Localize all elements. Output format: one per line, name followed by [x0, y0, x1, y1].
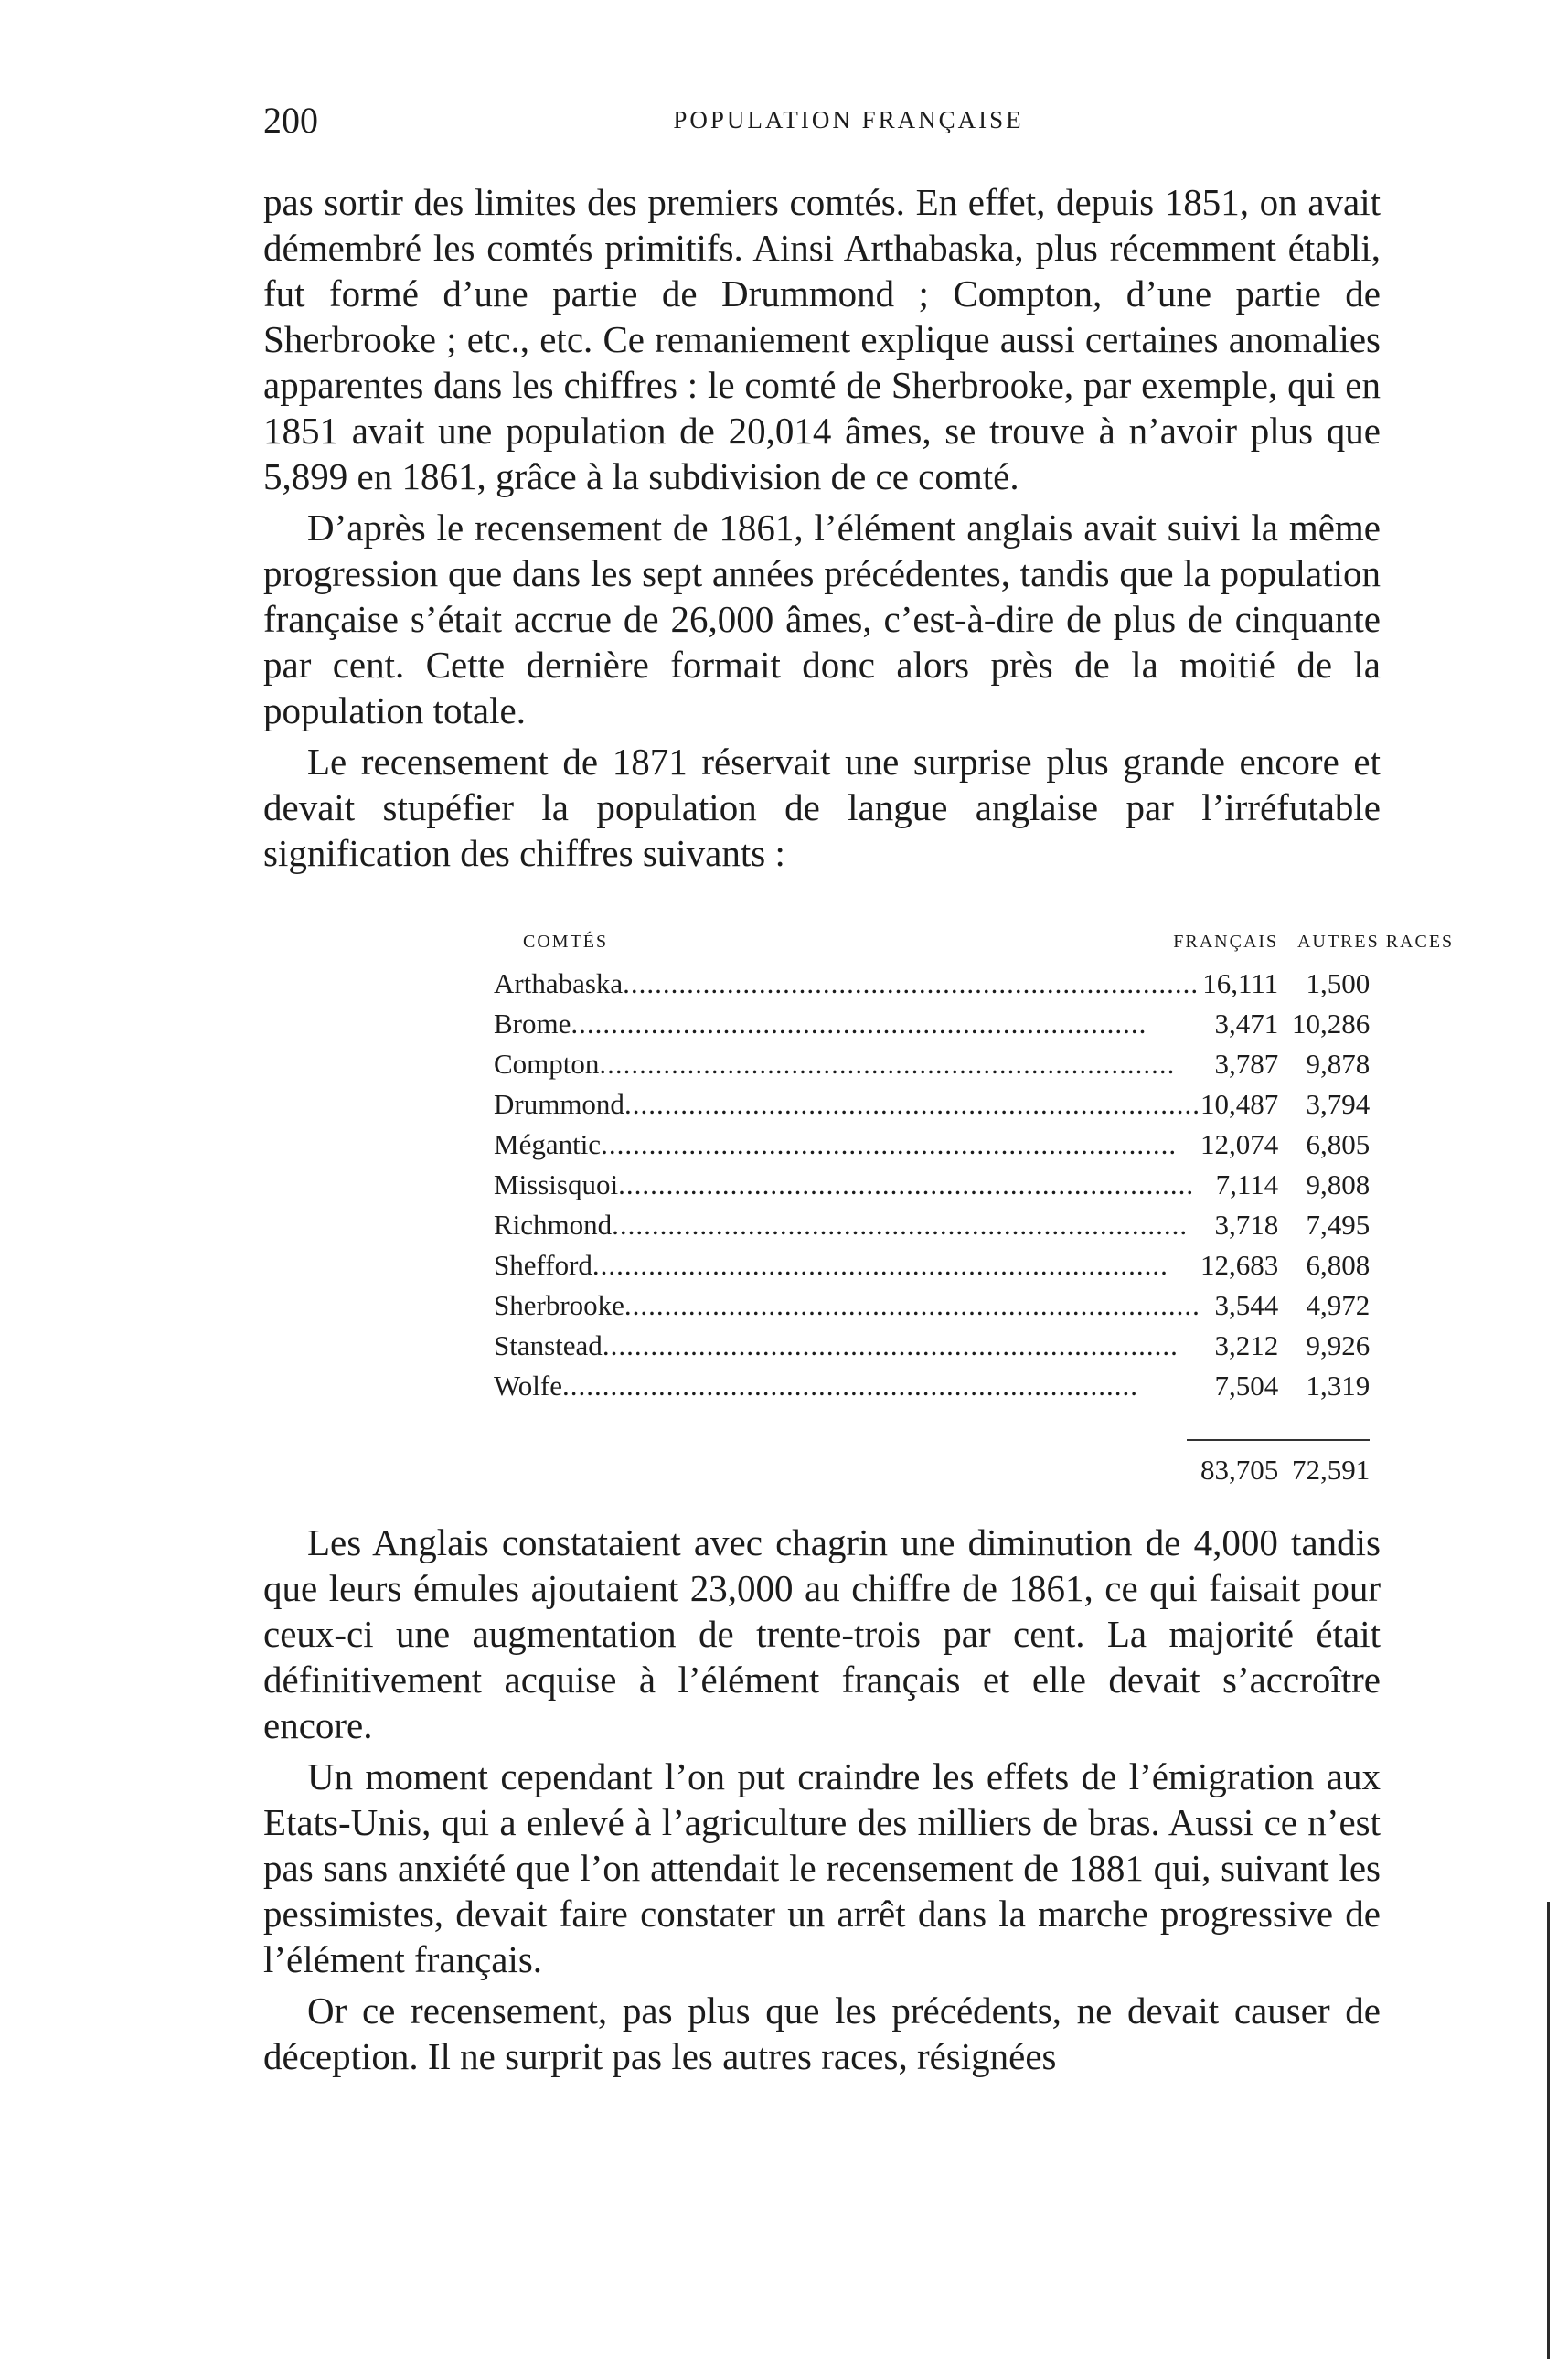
- text-block-top: [263, 179, 1381, 881]
- table-row: [494, 1326, 1454, 1366]
- county-cell: [494, 1165, 1278, 1205]
- leader-dots: ........................................................................: [561, 1370, 1138, 1402]
- leader-dots: ........................................................................: [601, 1128, 1178, 1160]
- other-races-count: 1,500: [1306, 967, 1371, 999]
- leader-dots: ........................................................................: [618, 1168, 1195, 1200]
- county-cell: [494, 1084, 1278, 1125]
- running-title: POPULATION FRANÇAISE: [673, 106, 1024, 133]
- county-name: Brome: [494, 1008, 571, 1040]
- french-count: 12,683: [1200, 1249, 1279, 1281]
- page-number: 200: [263, 100, 318, 141]
- county-cell: [494, 1125, 1278, 1165]
- county-cell: [494, 1004, 1278, 1044]
- french-count: 3,718: [1214, 1209, 1279, 1241]
- total-other: 72,591: [1291, 1454, 1371, 1486]
- column-header-other-races: AUTRES RACES: [1296, 931, 1455, 952]
- county-cell: [494, 1044, 1278, 1084]
- table-total-row: [494, 1406, 1454, 1487]
- french-count: 10,487: [1200, 1088, 1279, 1120]
- county-name: Richmond: [494, 1209, 613, 1241]
- total-rule: [1187, 1439, 1278, 1441]
- other-races-count: 1,319: [1306, 1370, 1371, 1402]
- column-header-french: FRANÇAIS: [1173, 931, 1279, 952]
- french-count: 16,111: [1202, 967, 1279, 999]
- county-cell: [494, 964, 1278, 1004]
- county-name: Wolfe: [494, 1370, 562, 1402]
- paragraph: D’après le recensement de 1861, l’élément anglais avait suivi la même progression que dans les sept années précédentes, tandis que la population française s’était accrue de 26,000 âmes, c’est-à-dire de plus de cinquante par cent. Cette dernière formait donc alors près de la moitié de la population totale.: [263, 507, 1381, 731]
- french-count: 7,504: [1214, 1370, 1279, 1402]
- other-races-count: 10,286: [1291, 1008, 1371, 1040]
- other-races-count: 4,972: [1306, 1289, 1371, 1321]
- leader-dots: ........................................................................: [624, 1289, 1200, 1321]
- county-cell: [494, 1245, 1278, 1285]
- other-races-count: 9,878: [1306, 1048, 1371, 1080]
- leader-dots: ........................................................................: [592, 1249, 1168, 1281]
- total-other-cell: [1278, 1406, 1454, 1487]
- leader-dots: ........................................................................: [602, 1329, 1179, 1361]
- paragraph: pas sortir des limites des premiers comtés. En effet, depuis 1851, on avait démembré les comtés primitifs. Ainsi Arthabaska, plus récemment établi, fut formé d’une partie de Drummond ; Compton, d’une partie de Sherbrooke ; etc., etc. Ce remaniement explique aussi certaines anomalies apparentes dans les chiffres : le comté de Sherbrooke, par exemple, qui en 1851 avait une population de 20,014 âmes, se trouve à n’avoir plus que 5,899 en 1861, grâce à la subdivision de ce comté.: [263, 181, 1381, 497]
- paragraph: Un moment cependant l’on put craindre les effets de l’émigration aux Etats-Unis, qui a enlevé à l’agriculture des milliers de bras. Aussi ce n’est pas sans anxiété que l’on attendait le recensement de 1881 qui, suivant les pessimistes, devait faire constater un arrêt dans la marche progressive de l’élément français.: [263, 1755, 1381, 1980]
- total-french: 83,705: [1200, 1454, 1279, 1486]
- page-header: [263, 99, 1381, 154]
- table-row: [494, 1084, 1454, 1125]
- table-row: [494, 1245, 1454, 1285]
- other-races-count: 6,805: [1306, 1128, 1371, 1160]
- leader-dots: ........................................................................: [623, 967, 1200, 999]
- other-races-count: 9,808: [1306, 1168, 1371, 1200]
- french-count: 3,787: [1214, 1048, 1279, 1080]
- table-body: [494, 964, 1454, 1406]
- other-races-count: 7,495: [1306, 1209, 1371, 1241]
- county-name: Compton: [494, 1048, 600, 1080]
- leader-dots: ........................................................................: [599, 1048, 1176, 1080]
- county-name: Mégantic: [494, 1128, 602, 1160]
- county-name: Arthabaska: [494, 967, 624, 999]
- leader-dots: ........................................................................: [571, 1008, 1147, 1040]
- census-1871-table: [494, 931, 1454, 1487]
- county-cell: [494, 1366, 1278, 1406]
- other-races-count: 9,926: [1306, 1329, 1371, 1361]
- french-count: 3,212: [1214, 1329, 1279, 1361]
- paragraph: Or ce recensement, pas plus que les précédents, ne devait causer de déception. Il ne surprit pas les autres races, résignées: [263, 1989, 1381, 2077]
- leader-dots: ........................................................................: [612, 1209, 1189, 1241]
- county-name: Shefford: [494, 1249, 592, 1281]
- county-cell: [494, 1326, 1278, 1366]
- table-row: [494, 1044, 1454, 1084]
- paragraph: Les Anglais constataient avec chagrin une diminution de 4,000 tandis que leurs émules ajoutaient 23,000 au chiffre de 1861, ce qui faisait pour ceux-ci une augmentation de trente-trois par cent. La majorité était définitivement acquise à l’élément français et elle devait s’accroître encore.: [263, 1521, 1381, 1746]
- scan-edge-line: [1547, 1902, 1550, 2359]
- table-header-row: [494, 931, 1454, 964]
- total-rule: [1278, 1439, 1370, 1441]
- table-row: [494, 1004, 1454, 1044]
- other-races-count: 6,808: [1306, 1249, 1371, 1281]
- other-races-count: 3,794: [1306, 1088, 1371, 1120]
- county-name: Sherbrooke: [494, 1289, 624, 1321]
- county-cell: [494, 1205, 1278, 1245]
- french-count: 7,114: [1215, 1168, 1279, 1200]
- table-row: [494, 1366, 1454, 1406]
- column-header-county: COMTÉS: [523, 931, 609, 952]
- leader-dots: ........................................................................: [624, 1088, 1200, 1120]
- table-row: [494, 1205, 1454, 1245]
- county-name: Drummond: [494, 1088, 624, 1120]
- county-cell: [494, 1285, 1278, 1326]
- table-row: [494, 1285, 1454, 1326]
- text-block-bottom: [263, 1520, 1381, 2085]
- french-count: 12,074: [1200, 1128, 1279, 1160]
- table-row: [494, 964, 1454, 1004]
- table-row: [494, 1125, 1454, 1165]
- french-count: 3,471: [1214, 1008, 1279, 1040]
- paragraph: Le recensement de 1871 réservait une surprise plus grande encore et devait stupéfier la population de langue anglaise par l’irréfutable signification des chiffres suivants :: [263, 741, 1381, 874]
- county-name: Missisquoi: [494, 1168, 619, 1200]
- french-count: 3,544: [1214, 1289, 1279, 1321]
- county-name: Stanstead: [494, 1329, 603, 1361]
- table-row: [494, 1165, 1454, 1205]
- total-french-cell: [494, 1406, 1278, 1487]
